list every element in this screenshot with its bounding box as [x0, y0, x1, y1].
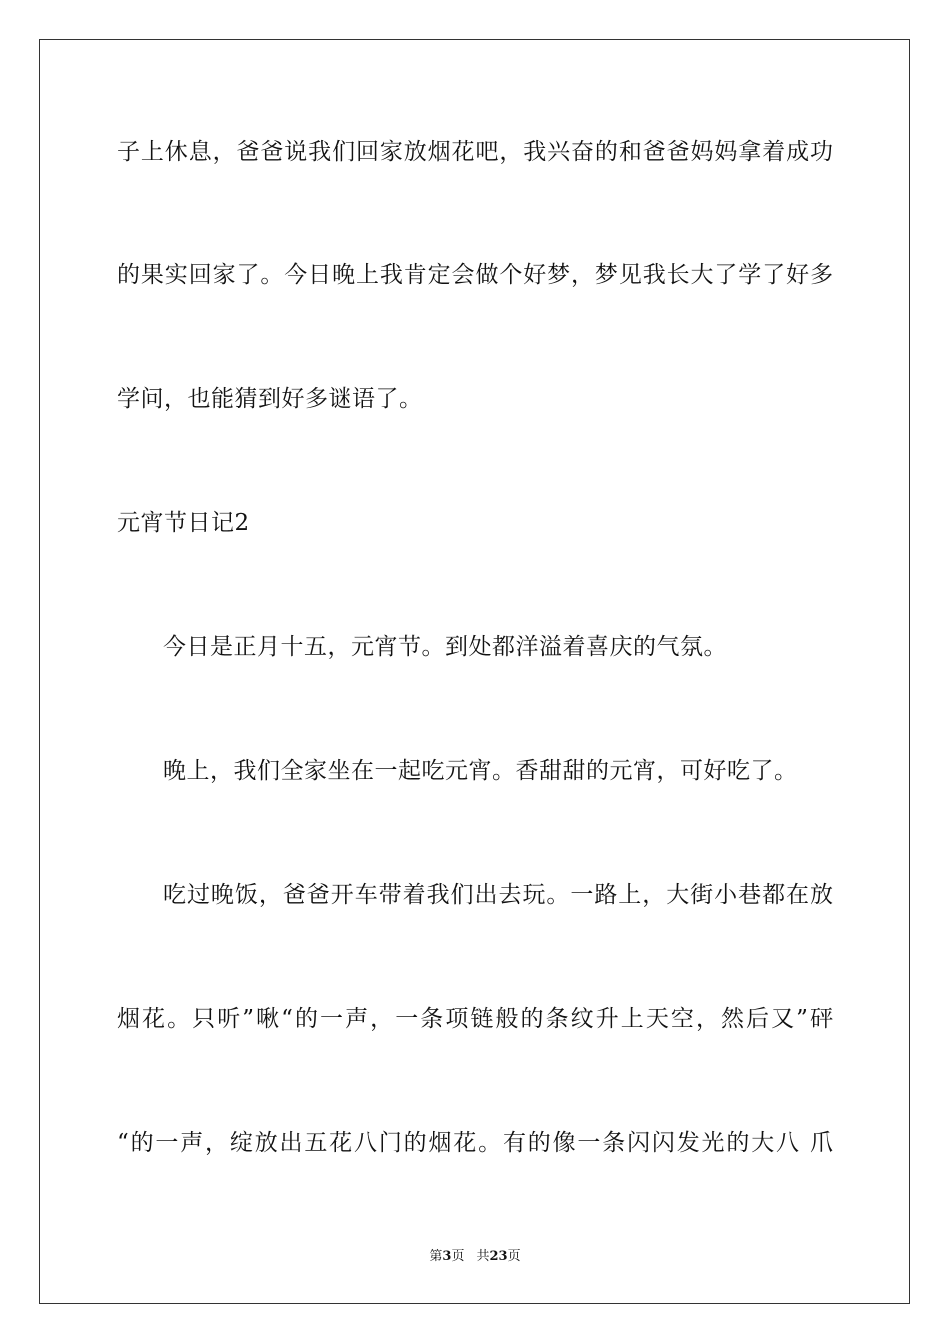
body-line-3: 学问，也能猜到好多谜语了。 [117, 386, 423, 412]
paragraph-line-3: 吃过晚饭，爸爸开车带着我们出去玩。一路上，大街小巷都在放 [163, 882, 833, 908]
paragraph-line-4: 烟花。只听”啾“的一声，一条项链般的条纹升上天空，然后又”砰 [117, 1006, 833, 1032]
total-label-prefix: 共 [476, 1249, 490, 1264]
total-label-suffix: 页 [507, 1249, 521, 1264]
total-pages: 23 [489, 1249, 508, 1264]
paragraph-line-5: “的一声，绽放出五花八门的烟花。有的像一条闪闪发光的大八 爪 [117, 1130, 833, 1156]
page-footer [0, 1248, 950, 1266]
paragraph-line-1: 今日是正月十五，元宵节。到处都洋溢着喜庆的气氛。 [163, 634, 727, 660]
page-border [39, 39, 910, 1304]
page-number: 3 [442, 1249, 452, 1264]
paragraph-line-2: 晚上，我们全家坐在一起吃元宵。香甜甜的元宵，可好吃了。 [163, 758, 798, 784]
body-line-2: 的果实回家了。今日晚上我肯定会做个好梦，梦见我长大了学了好多 [117, 262, 833, 288]
page-label-prefix: 第 [429, 1249, 443, 1264]
section-heading: 元宵节日记2 [117, 510, 250, 536]
page-label-suffix: 页 [451, 1249, 465, 1264]
body-line-1: 子上休息，爸爸说我们回家放烟花吧，我兴奋的和爸爸妈妈拿着成功 [117, 139, 833, 165]
